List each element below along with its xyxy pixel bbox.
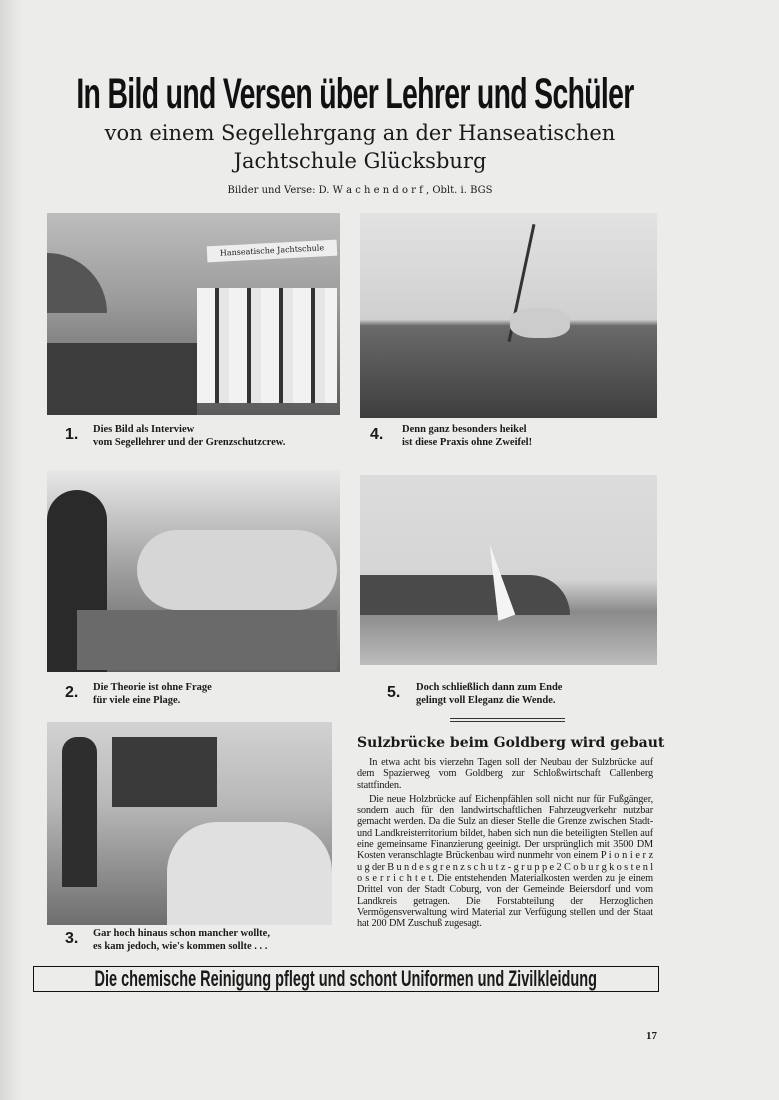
page-title: In Bild und Versen über Lehrer und Schüler bbox=[76, 70, 634, 118]
caption-5 bbox=[416, 681, 562, 707]
article-paragraph-2: Die neue Holzbrücke auf Eichenpfählen soll nicht nur für Fußgänger, sondern auch für den landwirtschaftlichen Fahrzeugverkehr nutzbar gemacht werden. Da die Sulz an dieser Stelle die Grenze zwischen Stadt- und Landkreisterritorium bildet, haben sich nun die beteiligten Stellen auf eine gemeinsame Finanzierung geeinigt. Der ursprünglich mit 3500 DM Kosten veranschlagte Brückenbau wird nunmehr von einem P i o n i e r z u g der B u n d e s g r e n z s c h u t z - g r u p p e 2 C o b u r g k o s t e n l o s e r r i c h t e t. Die entstehenden Materialkosten werden zu je einem Drittel von der Stadt Coburg, von der Gemeinde Beiersdorf und vom Landkreis getragen. Die Forstabteilung der Herzoglichen Vermögensverwaltung wird Material zur Verfügung stellen und der Staat hat 200 DM Zuschuß zugesagt. bbox=[357, 793, 653, 930]
caption-4 bbox=[402, 423, 532, 449]
school-sign: Hanseatische Jachtschule bbox=[207, 240, 338, 263]
caption-number-5: 5. bbox=[387, 684, 401, 701]
caption-3-line-2: es kam jedoch, wie's kommen sollte . . . bbox=[93, 941, 268, 952]
caption-2-line-2: für viele eine Plage. bbox=[93, 695, 181, 706]
divider bbox=[450, 721, 565, 722]
caption-1-line-1: Dies Bild als Interview bbox=[93, 424, 195, 435]
caption-number-4: 4. bbox=[370, 426, 384, 443]
caption-number-2: 2. bbox=[65, 684, 79, 701]
caption-3 bbox=[93, 927, 270, 953]
caption-number-3: 3. bbox=[65, 930, 79, 947]
news-article bbox=[357, 735, 665, 930]
article-paragraph-1: In etwa acht bis vierzehn Tagen soll der Neubau der Sulzbrücke auf dem Spazierweg vom Goldberg zur Schloßwirtschaft Callenberg stattfinden. bbox=[357, 757, 653, 791]
caption-5-line-1: Doch schließlich dann zum Ende bbox=[416, 682, 563, 693]
advertisement-banner bbox=[33, 966, 659, 992]
caption-4-line-1: Denn ganz besonders heikel bbox=[402, 424, 527, 435]
page-number: 17 bbox=[646, 1030, 657, 1042]
photo-chalkboard-lesson bbox=[47, 722, 332, 925]
caption-4-line-2: ist diese Praxis ohne Zweifel! bbox=[402, 437, 533, 448]
scan-edge bbox=[0, 0, 22, 1100]
caption-5-line-2: gelingt voll Eleganz die Wende. bbox=[416, 695, 556, 706]
photo-sailboat-turning bbox=[360, 475, 657, 665]
caption-2-line-1: Die Theorie ist ohne Frage bbox=[93, 682, 212, 693]
caption-1-line-2: vom Segellehrer und der Grenzschutzcrew. bbox=[93, 437, 286, 448]
photo-instructor-and-crew bbox=[47, 213, 340, 415]
caption-number-1: 1. bbox=[65, 426, 79, 443]
banner-text: Die chemische Reinigung pflegt und schont Uniformen und Zivilkleidung bbox=[94, 966, 598, 991]
divider bbox=[450, 718, 565, 719]
article-headline: Sulzbrücke beim Goldberg wird gebaut bbox=[357, 735, 665, 751]
photo-credit: Bilder und Verse: D. W a c h e n d o r f , Oblt. i. BGS bbox=[227, 185, 493, 196]
photo-theory-lesson bbox=[47, 470, 340, 672]
photo-capsized-boat bbox=[360, 213, 657, 418]
subtitle-line-1: von einem Segellehrgang an der Hanseatischen bbox=[104, 121, 616, 145]
subtitle-line-2: Jachtschule Glücksburg bbox=[233, 149, 487, 173]
caption-1 bbox=[93, 423, 285, 449]
caption-2 bbox=[93, 681, 212, 707]
caption-3-line-1: Gar hoch hinaus schon mancher wollte, bbox=[93, 928, 270, 939]
